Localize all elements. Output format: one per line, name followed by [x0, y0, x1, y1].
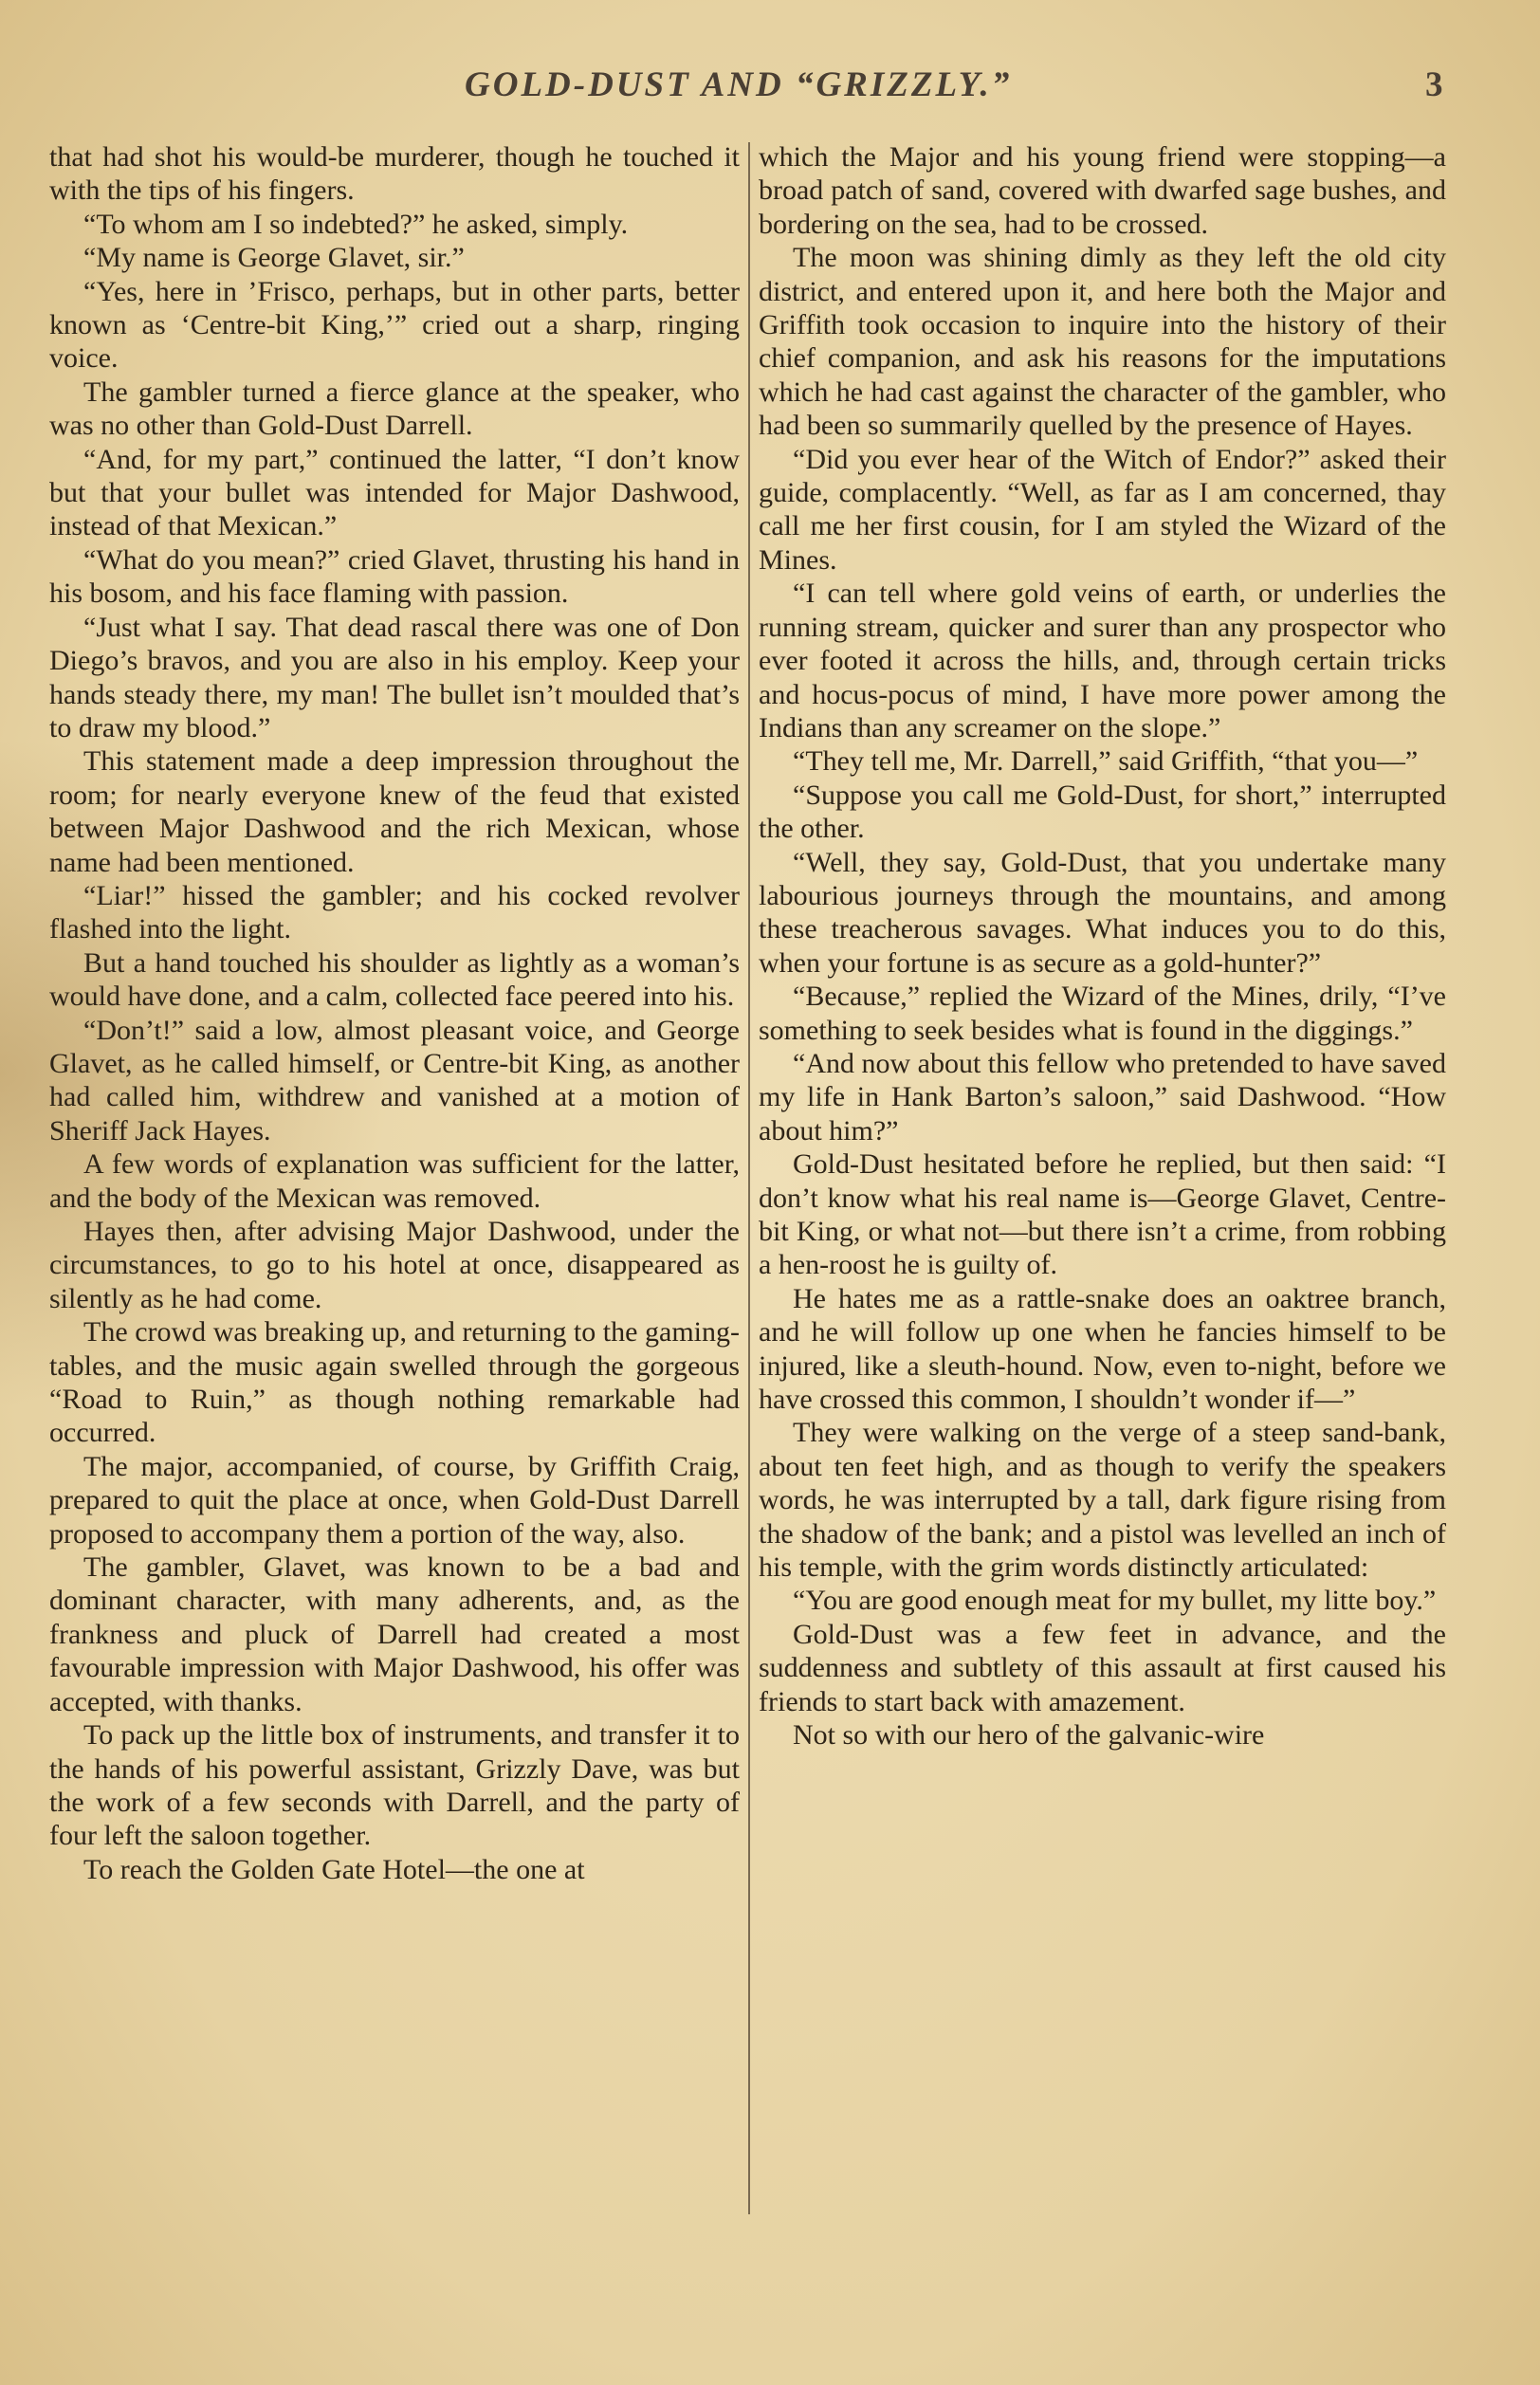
paragraph: “To whom am I so indebted?” he asked, simply. — [83, 208, 629, 240]
right-column — [759, 140, 1446, 2321]
paragraph: Not so with our hero of the galvanic-wire — [793, 1719, 1265, 1752]
paragraph: “Liar!” hissed the gambler; and his cocked revolver flashed into the light. — [49, 879, 740, 945]
paragraph: “And, for my part,” continued the latter, “I don’t know but that your bullet was intended for Major Dashwood, instead of that Mexican.” — [49, 443, 740, 542]
page-header — [0, 59, 1540, 116]
paragraph: “My name is George Glavet, sir.” — [83, 242, 465, 274]
page-number: 3 — [1425, 65, 1443, 104]
paragraph: “Did you ever hear of the Witch of Endor?” asked their guide, complacently. “Well, as far as I am concerned, thay call me her first cousin, for I am styled the Wizard of the Mines. — [759, 443, 1446, 576]
running-title: GOLD-DUST AND “GRIZZLY.” — [465, 65, 1013, 104]
paragraph: “Don’t!” said a low, almost pleasant voice, and George Glavet, as he called himself, or Centre-bit King, as another had called him, withdrew and vanished at a motion of Sheriff Jack Hayes. — [49, 1014, 740, 1147]
paragraph: “They tell me, Mr. Darrell,” said Griffith, “that you—” — [793, 745, 1419, 778]
left-column — [49, 140, 740, 2321]
paragraph: “Well, they say, Gold-Dust, that you undertake many labourious journeys through the mountains, and among these treacherous savages. What induces you to do this, when your fortune is as secure as a gold-hunter?” — [759, 846, 1446, 979]
paragraph: To pack up the little box of instruments, and transfer it to the hands of his powerful assistant, Grizzly Dave, was but the work of a few seconds with Darrell, and the party of four left the saloon together. — [49, 1719, 740, 1852]
paragraph: “What do you mean?” cried Glavet, thrusting his hand in his bosom, and his face flaming with passion. — [49, 543, 740, 610]
paragraph: A few words of explanation was sufficient for the latter, and the body of the Mexican was removed. — [49, 1148, 740, 1214]
paragraph: “Suppose you call me Gold-Dust, for short,” interrupted the other. — [759, 779, 1446, 845]
paragraph: But a hand touched his shoulder as lightly as a woman’s would have done, and a calm, collected face peered into his. — [49, 946, 740, 1013]
paragraph: Gold-Dust was a few feet in advance, and the suddenness and subtlety of this assault at first caused his friends to start back with amazement. — [759, 1618, 1446, 1717]
paragraph: “I can tell where gold veins of earth, or underlies the running stream, quicker and surer than any prospector who ever footed it across the hills, and, through certain tricks and hocus-pocus of mind, I have more power among the Indians than any screamer on the slope.” — [759, 578, 1446, 743]
column-divider — [748, 142, 750, 2214]
paragraph: The gambler turned a fierce glance at the speaker, who was no other than Gold-Dust Darrell. — [49, 376, 740, 442]
paragraph: “And now about this fellow who pretended to have saved my life in Hank Barton’s saloon,” said Dashwood. “How about him?” — [759, 1047, 1446, 1147]
paragraph: that had shot his would-be murderer, though he touched it with the tips of his fingers. — [49, 141, 740, 207]
paragraph: “You are good enough meat for my bullet, my litte boy.” — [793, 1585, 1437, 1617]
paragraph: This statement made a deep impression throughout the room; for nearly everyone knew of the feud that existed between Major Dashwood and the rich Mexican, whose name had been mentioned. — [49, 745, 740, 878]
paragraph: They were walking on the verge of a steep sand-bank, about ten feet high, and as though to verify the speakers words, he was interrupted by a tall, dark figure rising from the shadow of the bank; and a pistol was levelled an inch of his temple, with the grim words distinctly articulated: — [759, 1417, 1446, 1584]
paragraph: Gold-Dust hesitated before he replied, but then said: “I don’t know what his real name is—George Glavet, Centre-bit King, or what not—but there isn’t a crime, from robbing a hen-roost he is guilty of. — [759, 1148, 1446, 1281]
paragraph: “Because,” replied the Wizard of the Mines, drily, “I’ve something to seek besides what is found in the diggings.” — [759, 981, 1446, 1046]
paragraph: Hayes then, after advising Major Dashwood, under the circumstances, to go to his hotel at once, disappeared as silently as he had come. — [49, 1216, 740, 1314]
paragraph: He hates me as a rattle-snake does an oaktree branch, and he will follow up one when he fancies himself to be injured, like a sleuth-hound. Now, even to-night, before we have crossed this common, I shouldn’t wonder if—” — [759, 1282, 1446, 1416]
paragraph: The moon was shining dimly as they left the old city district, and entered upon it, and here both the Major and Griffith took occasion to inquire into the history of their chief companion, and ask his reasons for the imputations which he had cast against the character of the gambler, who had been so summarily quelled by the presence of Hayes. — [759, 242, 1446, 442]
paragraph: “Yes, here in ’Frisco, perhaps, but in other parts, better known as ‘Centre-bit King,’” cried out a sharp, ringing voice. — [49, 275, 740, 375]
paragraph: The major, accompanied, of course, by Griffith Craig, prepared to quit the place at once, when Gold-Dust Darrell proposed to accompany them a portion of the way, also. — [49, 1450, 740, 1550]
paragraph: “Just what I say. That dead rascal there was one of Don Diego’s bravos, and you are also in his employ. Keep your hands steady there, my man! The bullet isn’t moulded that’s to draw my blood.” — [49, 611, 740, 743]
paragraph: which the Major and his young friend were stopping—a broad patch of sand, covered with dwarfed sage bushes, and bordering on the sea, had to be crossed. — [759, 141, 1446, 240]
paragraph: The gambler, Glavet, was known to be a bad and dominant character, with many adherents, and, as the frankness and pluck of Darrell had created a most favourable impression with Major Dashwood, his offer was accepted, with thanks. — [49, 1551, 740, 1717]
paragraph: To reach the Golden Gate Hotel—the one at — [83, 1853, 585, 1885]
paragraph: The crowd was breaking up, and returning to the gaming-tables, and the music again swelled through the gorgeous “Road to Ruin,” as though nothing remarkable had occurred. — [49, 1316, 740, 1449]
